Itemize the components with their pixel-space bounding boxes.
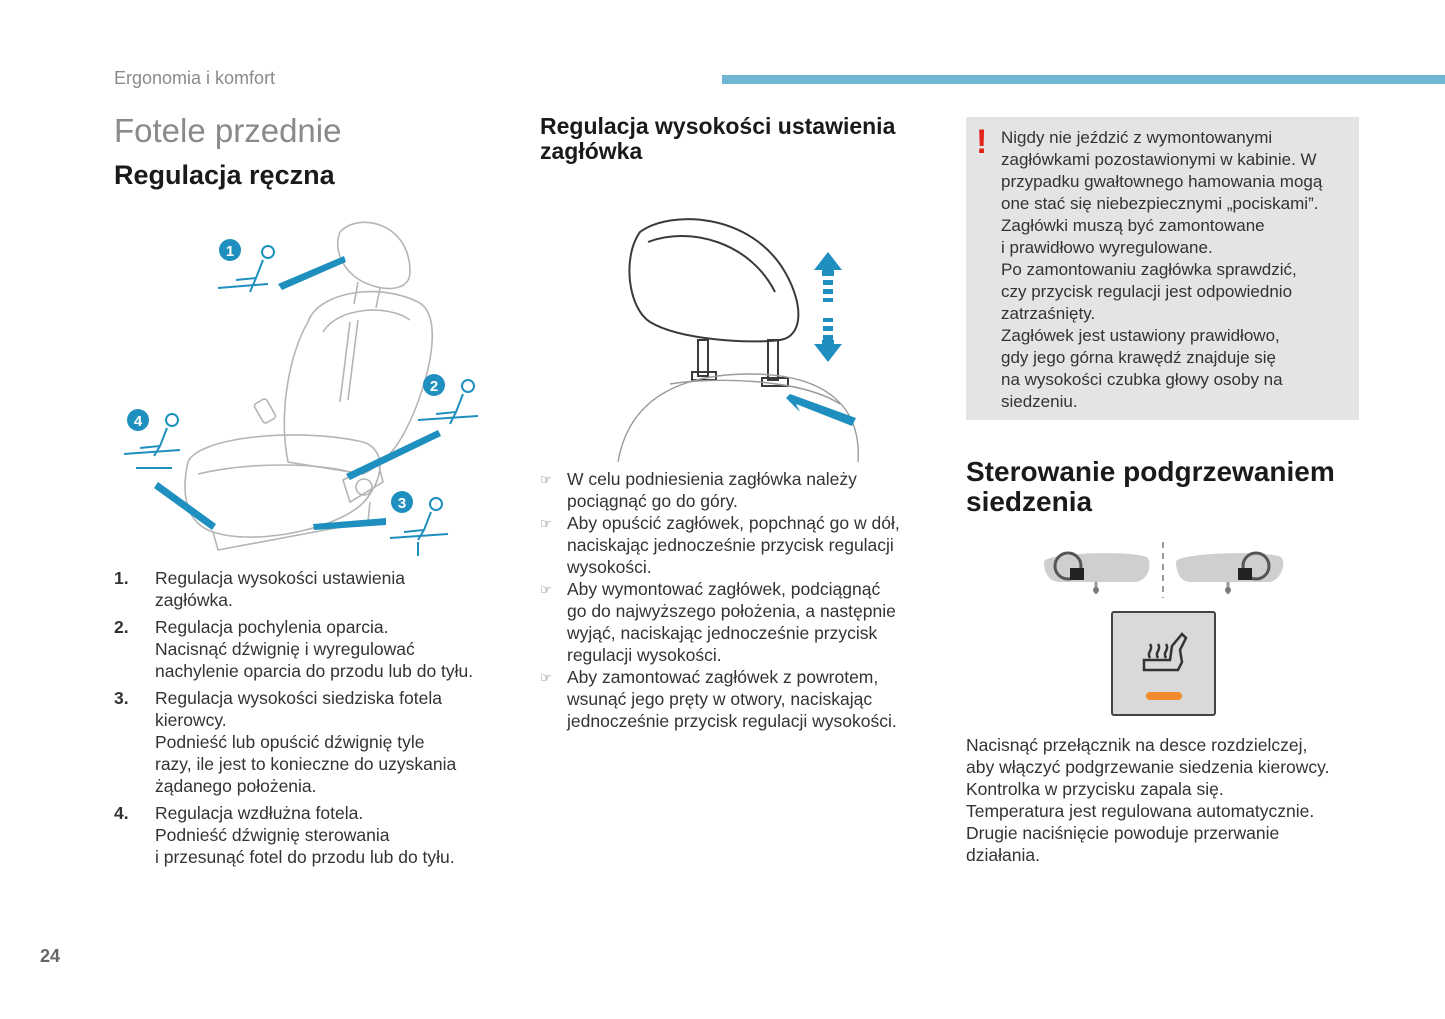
item-line: Regulacja wysokości ustawienia <box>155 568 405 588</box>
item-line: Regulacja pochylenia oparcia. <box>155 617 389 637</box>
callout-1 <box>219 239 241 261</box>
item-line: Nacisnąć dźwignię i wyregulować <box>155 639 415 659</box>
warning-line: zagłówkami pozostawionymi w kabinie. W <box>1001 150 1317 169</box>
manual-adjust-heading: Regulacja ręczna <box>114 160 335 190</box>
heating-line: Nacisnąć przełącznik na desce rozdzielczej, <box>966 735 1308 755</box>
warning-line: Nigdy nie jeździć z wymontowanymi <box>1001 128 1273 147</box>
callout-4 <box>127 409 149 431</box>
list-item <box>540 512 935 578</box>
item-line: Podnieść lub opuścić dźwignię tyle <box>155 732 425 752</box>
item-line: kierowcy. <box>155 710 227 730</box>
list-item <box>114 687 514 797</box>
up-down-arrows-icon <box>814 252 842 362</box>
bullet-line: pociągnąć go do góry. <box>567 491 738 511</box>
item-line: razy, ile jest to konieczne do uzyskania <box>155 754 457 774</box>
seat-heating-heading-line2: siedzenia <box>966 486 1093 517</box>
seat-heating-heading-line1: Sterowanie podgrzewaniem <box>966 456 1335 487</box>
callout-2-label: 2 <box>429 378 439 395</box>
warning-line: i prawidłowo wyregulowane. <box>1001 238 1213 257</box>
bullet-line: Aby wymontować zagłówek, podciągnąć <box>567 579 881 599</box>
page-title: Fotele przednie <box>114 112 342 149</box>
item-line: Regulacja wzdłużna fotela. <box>155 803 364 823</box>
list-item <box>540 578 935 666</box>
callout-1-label: 1 <box>225 243 235 260</box>
heating-line: Kontrolka w przycisku zapala się. <box>966 779 1224 799</box>
warning-line: gdy jego górna krawędź znajduje się <box>1001 348 1277 367</box>
warning-line: Zagłówki muszą być zamontowane <box>1001 216 1265 235</box>
item-number: 1. <box>114 568 129 588</box>
list-item <box>540 666 935 732</box>
headrest-heading-line2: zagłówka <box>540 138 643 164</box>
callout-3-label: 3 <box>397 495 407 512</box>
heating-line: aby włączyć podgrzewanie siedzenia kierowcy. <box>966 757 1330 777</box>
bullet-line: jednocześnie przycisk regulacji wysokości. <box>567 711 897 731</box>
hand-pointer-icon: ☞ <box>540 516 552 531</box>
heating-line: Drugie naciśnięcie powoduje przerwanie <box>966 823 1280 843</box>
callout-2 <box>423 374 445 396</box>
item-number: 2. <box>114 617 129 637</box>
headrest-instructions <box>540 468 935 732</box>
header-accent-bar <box>722 75 1445 84</box>
page-number: 24 <box>40 946 61 966</box>
left-hand-drive-dashboard-icon <box>1044 553 1150 594</box>
warning-line: one stać się niebezpiecznymi „pociskami”. <box>1001 194 1319 213</box>
item-line: i przesunąć fotel do przodu lub do tyłu. <box>155 847 455 867</box>
bullet-line: Aby opuścić zagłówek, popchnąć go w dół, <box>567 513 900 533</box>
item-line: Podnieść dźwignię sterowania <box>155 825 390 845</box>
bullet-line: wysokości. <box>567 557 652 577</box>
seat-illustration <box>118 212 498 562</box>
warning-line: Po zamontowaniu zagłówka sprawdzić, <box>1001 260 1297 279</box>
hand-pointer-icon: ☞ <box>540 582 552 597</box>
heating-line: działania. <box>966 845 1040 865</box>
headrest-heading-line1: Regulacja wysokości ustawienia <box>540 113 896 139</box>
seat-heating-text <box>966 734 1366 866</box>
list-item <box>114 802 514 868</box>
headrest-illustration <box>600 212 870 464</box>
bullet-line: wyjąć, naciskając jednocześnie przycisk <box>567 623 878 643</box>
item-line: nachylenie oparcia do przodu lub do tyłu. <box>155 661 474 681</box>
list-item <box>114 567 514 611</box>
bullet-line: naciskając jednocześnie przycisk regulacji <box>567 535 894 555</box>
item-line: żądanego położenia. <box>155 776 317 796</box>
item-line: Regulacja wysokości siedziska fotela <box>155 688 442 708</box>
bullet-line: go do najwyższego położenia, a następnie <box>567 601 896 621</box>
heating-line: Temperatura jest regulowana automatycznie. <box>966 801 1315 821</box>
hand-pointer-icon: ☞ <box>540 670 552 685</box>
list-item <box>540 468 935 512</box>
seat-heating-button[interactable] <box>1112 612 1215 715</box>
list-item <box>114 616 514 682</box>
seat-heating-illustration <box>1040 538 1290 720</box>
warning-line: Zagłówek jest ustawiony prawidłowo, <box>1001 326 1280 345</box>
seat-heating-heading <box>966 457 1386 517</box>
warning-line: na wysokości czubka głowy osoby na <box>1001 370 1283 389</box>
right-hand-drive-dashboard-icon <box>1176 553 1283 594</box>
callout-4-label: 4 <box>133 413 143 430</box>
warning-line: przypadku gwałtownego hamowania mogą <box>1001 172 1323 191</box>
callout-3 <box>391 491 413 513</box>
item-number: 4. <box>114 803 129 823</box>
bullet-line: W celu podniesienia zagłówka należy <box>567 469 857 489</box>
warning-text <box>1001 127 1351 413</box>
hand-pointer-icon: ☞ <box>540 472 552 487</box>
section-label: Ergonomia i komfort <box>114 68 276 88</box>
warning-icon: ! <box>976 123 988 161</box>
headrest-heading <box>540 114 940 164</box>
bullet-line: regulacji wysokości. <box>567 645 722 665</box>
bullet-line: wsunąć jego pręty w otwory, naciskając <box>567 689 873 709</box>
warning-line: siedzeniu. <box>1001 392 1078 411</box>
item-line: zagłówka. <box>155 590 233 610</box>
bullet-line: Aby zamontować zagłówek z powrotem, <box>567 667 879 687</box>
warning-box <box>966 117 1359 420</box>
heating-indicator-light <box>1146 692 1182 700</box>
manual-adjust-list <box>114 567 514 873</box>
warning-line: czy przycisk regulacji jest odpowiednio <box>1001 282 1293 301</box>
item-number: 3. <box>114 688 129 708</box>
warning-line: zatrzaśnięty. <box>1001 304 1096 323</box>
